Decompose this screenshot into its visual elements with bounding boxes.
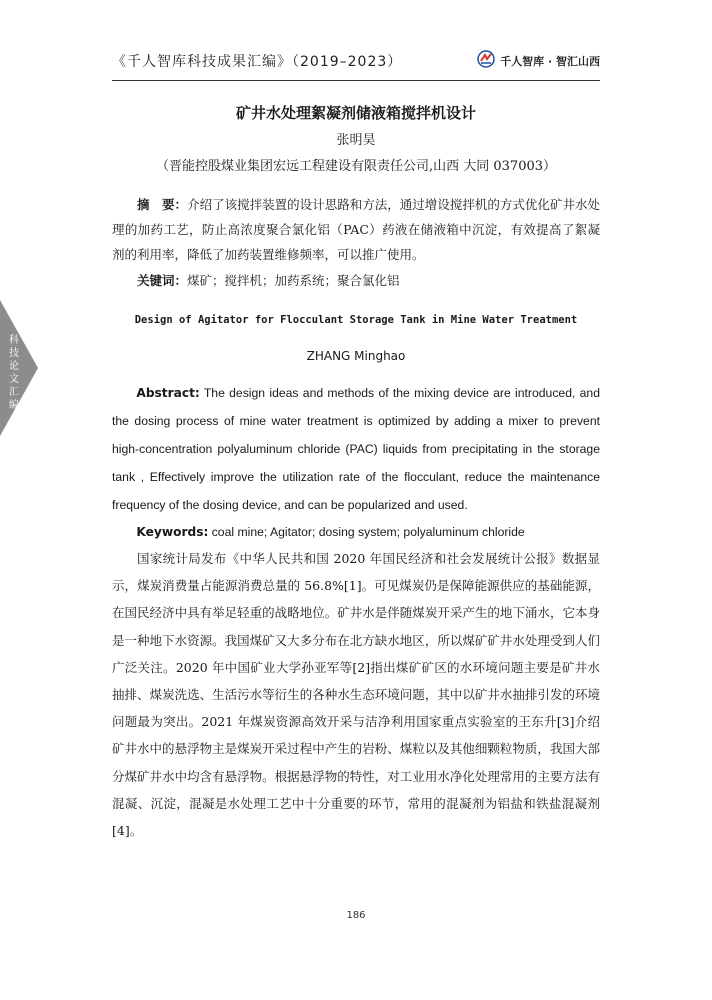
author-affiliation: （晋能控股煤业集团宏远工程建设有限责任公司,山西 大同 037003） [155,159,557,174]
header-divider [112,80,600,81]
author-name: 张明昊 [336,133,376,148]
keywords-en [112,519,600,545]
body-paragraph: 国家统计局发布《中华人民共和国 2020 年国民经济和社会发展统计公报》数据显示，煤炭消费量占能源消费总量的 56.8%[1]。可见煤炭仍是保障能源供应的基础能源，在国民经济中具有举足轻重的战略地位。矿井水是伴随煤炭开采产生的地下涌水，它本身是一种地下水资源。我国煤矿又大多分布在北方缺水地区，所以煤矿矿井水处理受到人们广泛关注。2020 年中国矿业大学孙亚军等[2]指出煤矿矿区的水环境问题主要是矿井水抽排、煤炭洗选、生活污水等衍生的各种水生态环境问题，其中以矿井水抽排引发的环境问题最为突出。2021 年煤炭资源高效开采与洁净利用国家重点实验室的王东升[3]介绍矿井水中的悬浮物主是煤炭开采过程中产生的岩粉、煤粒以及其他细颗粒物质，我国大部分煤矿井水中均含有悬浮物。根据悬浮物的特性，对工业用水净化处理常用的主要方法有混凝、沉淀，混凝是水处理工艺中十分重要的环节，常用的混凝剂为铝盐和铁盐混凝剂[4]。 [112,551,600,839]
brand [477,50,600,72]
paper-title-en: Design of Agitator for Flocculant Storage Tank in Mine Water Treatment [134,314,578,326]
brand-name: 千人智库 · 智汇山西 [500,55,600,68]
abstract-cn [112,192,600,267]
abstract-en [112,379,600,519]
abstract-en-text: The design ideas and methods of the mixing device are introduced, and the dosing process of mine water treatment is optimized by adding a mixer to prevent high-concentration polyaluminum chloride (PAC) liquids from precipitating in the storage tank , Effectively improve the utilization rate of the flocculant, reduce the maintenance frequency of the dosing device, and can be popularized and used. [112,386,600,512]
keywords-cn-label: 关键词： [137,273,188,288]
page-header [112,46,600,76]
author-name-en: ZHANG Minghao [306,349,406,363]
page-number: 186 [346,910,366,921]
paper-title: 矿井水处理絮凝剂储液箱搅拌机设计 [235,104,476,122]
brand-logo-icon [477,50,495,72]
side-tab-label: 科技论文汇编 [9,335,19,411]
abstract-en-label: Abstract: [136,386,200,400]
abstract-cn-text: 介绍了该搅拌装置的设计思路和方法，通过增设搅拌机的方式优化矿井水处理的加药工艺，防止高浓度聚合氯化铝（PAC）药液在储液箱中沉淀，有效提高了絮凝剂的利用率，降低了加药装置维修频率，可以推广使用。 [112,197,600,262]
keywords-cn [112,268,600,293]
paper-content [112,98,600,857]
series-title: 《千人智库科技成果汇编》（2019–2023） [112,54,403,70]
abstract-cn-label: 摘 要： [137,197,188,212]
keywords-cn-text: 煤矿；搅拌机；加药系统；聚合氯化铝 [187,273,400,288]
keywords-en-text: coal mine; Agitator; dosing system; polyaluminum chloride [208,525,525,539]
keywords-en-label: Keywords: [136,525,209,539]
